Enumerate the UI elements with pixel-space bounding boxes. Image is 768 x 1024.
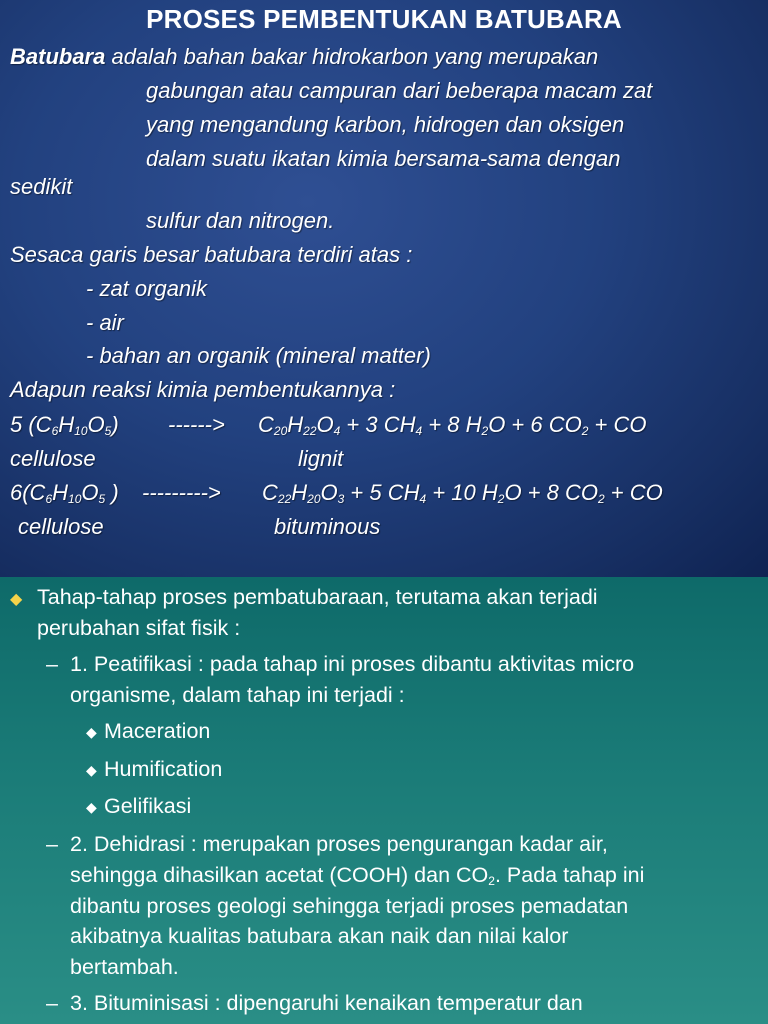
diamond-bullet-icon: ◆ [86, 799, 97, 815]
definition-term: Batubara [10, 44, 106, 69]
definition-line-2: gabungan atau campuran dari beberapa macam zat [146, 78, 653, 103]
reaction-2-label-left: cellulose [18, 514, 104, 539]
step-2-line-5: bertambah. [70, 955, 179, 979]
reaction-2-products: C22H20O3 + 5 CH4 + 10 H2O + 8 CO2 + CO [262, 480, 663, 506]
reaction-intro: Adapun reaksi kimia pembentukannya : [10, 377, 396, 402]
step-2-line-3: dibantu proses geologi sehingga terjadi proses pemadatan [70, 894, 629, 918]
step-1-line-2: organisme, dalam tahap ini terjadi : [70, 683, 405, 707]
dash-bullet-icon: – [46, 652, 58, 676]
definition-line-3: yang mengandung karbon, hidrogen dan oksigen [146, 112, 625, 137]
slide-title: PROSES PEMBENTUKAN BATUBARA [146, 4, 622, 34]
step-1-item: Maceration [104, 719, 211, 743]
definition-line-1 [10, 44, 598, 70]
slide-bottom [0, 577, 768, 1024]
reaction-2-arrow: ---------> [142, 480, 221, 505]
step-3-line-1: 3. Bituminisasi : dipengaruhi kenaikan temperatur dan [70, 991, 583, 1015]
intro-line-2: perubahan sifat fisik : [37, 616, 241, 640]
dash-bullet-icon: – [46, 991, 58, 1015]
step-1-line-1: 1. Peatifikasi : pada tahap ini proses dibantu aktivitas micro [70, 652, 635, 676]
step-2-line-2: sehingga dihasilkan acetat (COOH) dan CO2. Pada tahap ini [70, 863, 645, 888]
definition-text: adalah bahan bakar hidrokarbon yang merupakan [105, 44, 599, 69]
step-2-line-1: 2. Dehidrasi : merupakan proses pengurangan kadar air, [70, 832, 608, 856]
definition-line-5: sedikit [10, 174, 73, 199]
dash-bullet-icon: – [46, 832, 58, 856]
diamond-bullet-icon: ◆ [86, 762, 97, 778]
composition-item: - bahan an organik (mineral matter) [86, 343, 431, 368]
step-1-item: Humification [104, 757, 223, 781]
diamond-bullet-icon: ◆ [10, 591, 23, 608]
composition-item: - zat organik [86, 276, 208, 301]
definition-line-4: dalam suatu ikatan kimia bersama-sama dengan [146, 146, 621, 171]
definition-line-6: sulfur dan nitrogen. [146, 208, 335, 233]
reaction-1-reactant: 5 (C6H10O5) [10, 412, 119, 438]
reaction-1-products: C20H22O4 + 3 CH4 + 8 H2O + 6 CO2 + CO [258, 412, 647, 438]
step-2-line-4: akibatnya kualitas batubara akan naik dan nilai kalor [70, 924, 569, 948]
intro-line-1: Tahap-tahap proses pembatubaraan, terutama akan terjadi [37, 585, 598, 609]
step-1-item: Gelifikasi [104, 794, 192, 818]
composition-item: - air [86, 310, 124, 335]
reaction-2-reactant: 6(C6H10O5 ) [10, 480, 119, 506]
reaction-2-label-right: bituminous [274, 514, 381, 539]
diamond-bullet-icon: ◆ [86, 724, 97, 740]
composition-intro: Sesaca garis besar batubara terdiri atas : [10, 242, 413, 267]
reaction-1-label-left: cellulose [10, 446, 96, 471]
reaction-1-label-right: lignit [298, 446, 344, 471]
reaction-1-arrow: ------> [168, 412, 225, 437]
